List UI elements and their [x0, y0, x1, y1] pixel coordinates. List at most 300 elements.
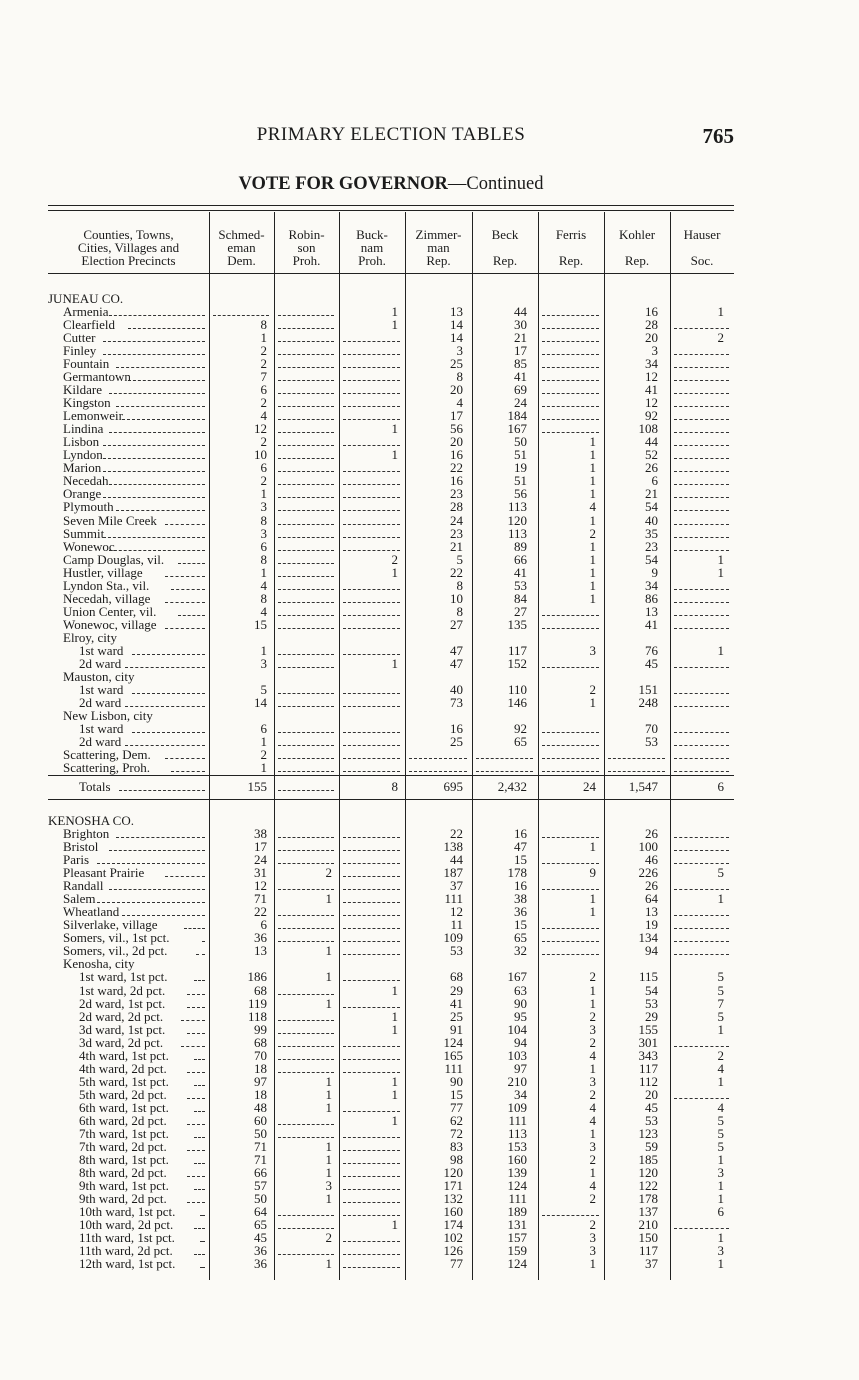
- vote-zimmerman: 102: [443, 1230, 463, 1246]
- column-header-line: Election Precincts: [81, 253, 176, 268]
- precinct-name: 12th ward, 1st pct.: [79, 1256, 176, 1272]
- empty-cell-dashes: [674, 693, 729, 694]
- vote-kohler: 248: [638, 694, 658, 710]
- vote-zimmerman: 5: [456, 551, 463, 567]
- empty-cell-dashes: [278, 732, 334, 733]
- vote-beck: 85: [514, 356, 527, 372]
- vote-schmedeman: 8: [260, 512, 267, 528]
- empty-cell-dashes: [343, 628, 400, 629]
- vote-schmedeman: 71: [254, 1151, 267, 1167]
- vote-ferris: 1: [589, 891, 596, 907]
- vote-zimmerman: 98: [450, 1151, 463, 1167]
- empty-cell-dashes: [674, 771, 729, 772]
- vote-schmedeman: 68: [254, 1034, 267, 1050]
- empty-cell-dashes: [278, 445, 334, 446]
- empty-cell-dashes: [674, 602, 729, 603]
- vote-schmedeman: 1: [260, 330, 267, 346]
- vote-kohler: 54: [645, 499, 658, 515]
- empty-cell-dashes: [278, 406, 334, 407]
- leader-dashes: [103, 445, 205, 446]
- vote-kohler: 155: [638, 1021, 658, 1037]
- vote-ferris: 2: [589, 1086, 596, 1102]
- leader-dashes: [103, 354, 205, 355]
- vote-hauser: 1: [717, 1073, 724, 1089]
- precinct-name: Lyndon: [63, 447, 103, 463]
- vote-beck: 104: [507, 1021, 527, 1037]
- empty-cell-dashes: [409, 758, 467, 759]
- leader-dashes: [194, 1189, 205, 1190]
- vote-beck: 146: [507, 694, 527, 710]
- empty-cell-dashes: [343, 406, 400, 407]
- vote-robinson: 1: [325, 995, 332, 1011]
- vote-schmedeman: 6: [260, 382, 267, 398]
- column-header-line: Counties, Towns,: [83, 227, 174, 242]
- precinct-name: 8th ward, 1st pct.: [79, 1151, 169, 1167]
- vote-beck: 110: [507, 681, 527, 697]
- vote-beck: 56: [514, 486, 527, 502]
- vote-robinson: 1: [325, 1164, 332, 1180]
- empty-cell-dashes: [542, 1215, 599, 1216]
- vote-zimmerman: 25: [450, 356, 463, 372]
- empty-cell-dashes: [476, 771, 533, 772]
- vote-zimmerman: 8: [456, 369, 463, 385]
- column-header-line: Proh.: [358, 253, 386, 268]
- vote-kohler: 86: [645, 590, 658, 606]
- empty-cell-dashes: [674, 1098, 729, 1099]
- vote-kohler: 115: [638, 969, 658, 985]
- vote-zimmerman: 187: [443, 865, 463, 881]
- vote-beck: 38: [514, 891, 527, 907]
- vote-schmedeman: 18: [254, 1060, 267, 1076]
- vote-hauser: 4: [717, 1099, 724, 1115]
- vote-kohler: 137: [638, 1204, 658, 1219]
- empty-cell-dashes: [674, 550, 729, 551]
- column-header-line: son: [297, 240, 316, 255]
- empty-cell-dashes: [542, 745, 599, 746]
- empty-cell-dashes: [674, 628, 729, 629]
- vote-hauser: 5: [717, 865, 724, 881]
- vote-schmedeman: 186: [247, 969, 267, 985]
- column-header-line: nam: [360, 240, 384, 255]
- empty-cell-dashes: [278, 1215, 334, 1216]
- vote-hauser: 1: [717, 642, 724, 658]
- leader-dashes: [119, 790, 205, 791]
- vote-zimmerman: 25: [450, 1008, 463, 1024]
- vote-schmedeman: 50: [254, 1125, 267, 1141]
- vote-ferris: 1: [589, 839, 596, 855]
- empty-cell-dashes: [278, 928, 334, 929]
- precinct-name: Salem: [63, 891, 96, 907]
- empty-cell-dashes: [343, 1163, 400, 1164]
- page-header: [48, 124, 734, 154]
- vote-schmedeman: 2: [260, 473, 267, 489]
- county-heading: KENOSHA CO.: [48, 813, 134, 829]
- empty-cell-dashes: [343, 693, 400, 694]
- vote-beck: 17: [514, 343, 527, 359]
- column-header-line: Rep.: [558, 253, 584, 268]
- empty-cell-dashes: [278, 1137, 334, 1138]
- vote-beck: 113: [507, 499, 527, 515]
- vote-bucknam: 1: [391, 655, 398, 671]
- vote-kohler: 100: [638, 839, 658, 855]
- empty-cell-dashes: [343, 771, 400, 772]
- leader-dashes: [116, 367, 205, 368]
- empty-cell-dashes: [278, 1228, 334, 1229]
- vote-bucknam: 1: [391, 564, 398, 580]
- vote-ferris: 1: [589, 564, 596, 580]
- empty-cell-dashes: [343, 602, 400, 603]
- empty-cell-dashes: [278, 628, 334, 629]
- precinct-name: 9th ward, 2d pct.: [79, 1190, 167, 1206]
- precinct-name: Wheatland: [63, 904, 120, 920]
- vote-ferris: 3: [589, 1138, 596, 1154]
- vote-kohler: 28: [645, 317, 658, 333]
- vote-beck: 157: [507, 1230, 527, 1246]
- precinct-name: 3d ward, 2d pct.: [79, 1034, 164, 1050]
- vote-schmedeman: 70: [254, 1047, 267, 1063]
- empty-cell-dashes: [343, 1150, 400, 1151]
- vote-beck: 111: [508, 1112, 527, 1128]
- vote-schmedeman: 57: [254, 1177, 267, 1193]
- empty-cell-dashes: [608, 758, 665, 759]
- leader-dashes: [103, 341, 205, 342]
- column-header-schmedeman: [209, 228, 274, 267]
- leader-dashes: [103, 471, 205, 472]
- vote-schmedeman: 14: [254, 694, 267, 710]
- vote-ferris: 1: [589, 486, 596, 502]
- vote-kohler: 20: [645, 1086, 658, 1102]
- empty-cell-dashes: [278, 328, 334, 329]
- column-divider: [472, 212, 473, 1280]
- vote-zimmerman: 47: [450, 642, 463, 658]
- leader-dashes: [116, 406, 205, 407]
- vote-robinson: 1: [325, 969, 332, 985]
- vote-beck: 159: [507, 1243, 527, 1259]
- vote-beck: 36: [514, 904, 527, 920]
- precinct-name: Brighton: [63, 826, 110, 842]
- leader-dashes: [125, 706, 205, 707]
- table-top-rule-inner: [48, 210, 734, 211]
- vote-beck: 113: [507, 1125, 527, 1141]
- vote-zimmerman: 124: [443, 1034, 463, 1050]
- leader-dashes: [171, 771, 205, 772]
- vote-schmedeman: 15: [254, 616, 267, 632]
- empty-cell-dashes: [674, 432, 729, 433]
- empty-cell-dashes: [674, 863, 729, 864]
- vote-beck: 51: [514, 473, 527, 489]
- vote-schmedeman: 118: [247, 1008, 267, 1024]
- vote-zimmerman: 138: [443, 839, 463, 855]
- empty-cell-dashes: [542, 367, 599, 368]
- column-header-line: man: [427, 240, 450, 255]
- empty-cell-dashes: [674, 589, 729, 590]
- empty-cell-dashes: [278, 745, 334, 746]
- empty-cell-dashes: [278, 315, 334, 316]
- column-header-line: Schmed-: [218, 227, 265, 242]
- empty-cell-dashes: [674, 380, 729, 381]
- empty-cell-dashes: [542, 889, 599, 890]
- empty-cell-dashes: [213, 315, 269, 316]
- empty-cell-dashes: [542, 406, 599, 407]
- vote-robinson: 1: [325, 1099, 332, 1115]
- empty-cell-dashes: [278, 354, 334, 355]
- column-divider: [209, 212, 210, 1280]
- vote-kohler: 76: [645, 642, 658, 658]
- vote-bucknam: 1: [391, 1073, 398, 1089]
- vote-beck: 41: [514, 369, 527, 385]
- precinct-name: Summit: [63, 525, 105, 541]
- vote-ferris: 4: [589, 1177, 596, 1193]
- vote-hauser: 4: [717, 1060, 724, 1076]
- precinct-name: Lyndon Sta., vil.: [63, 577, 150, 593]
- empty-cell-dashes: [278, 537, 334, 538]
- vote-schmedeman: 8: [260, 590, 267, 606]
- vote-schmedeman: 2: [260, 395, 267, 411]
- vote-ferris: 1: [589, 1060, 596, 1076]
- column-header-line: Soc.: [690, 253, 714, 268]
- empty-cell-dashes: [542, 771, 599, 772]
- vote-bucknam: 1: [391, 1112, 398, 1128]
- empty-cell-dashes: [476, 758, 533, 759]
- vote-schmedeman: 12: [254, 878, 267, 894]
- empty-cell-dashes: [278, 550, 334, 551]
- vote-hauser: 1: [717, 564, 724, 580]
- vote-beck: 32: [514, 943, 527, 959]
- vote-hauser: 1: [717, 304, 724, 320]
- vote-zimmerman: 12: [450, 904, 463, 920]
- vote-zimmerman: 73: [450, 694, 463, 710]
- vote-beck: 19: [514, 460, 527, 476]
- precinct-name: Orange: [63, 486, 102, 502]
- leader-dashes: [187, 1007, 205, 1008]
- vote-zimmerman: 111: [444, 891, 463, 907]
- leader-dashes: [116, 837, 205, 838]
- empty-cell-dashes: [674, 837, 729, 838]
- leader-dashes: [171, 589, 205, 590]
- precinct-name: Somers, vil., 1st pct.: [63, 930, 170, 946]
- empty-cell-dashes: [674, 510, 729, 511]
- column-header-beck: [472, 228, 538, 267]
- vote-schmedeman: 2: [260, 343, 267, 359]
- precinct-name: 2d ward: [79, 655, 122, 671]
- vote-robinson: 1: [325, 943, 332, 959]
- precinct-name: Bristol: [63, 839, 99, 855]
- precinct-name: Lindina: [63, 421, 104, 437]
- vote-beck: 65: [514, 734, 527, 750]
- vote-zimmerman: 109: [443, 930, 463, 946]
- vote-zimmerman: 25: [450, 734, 463, 750]
- leader-dashes: [165, 876, 205, 877]
- empty-cell-dashes: [343, 758, 400, 759]
- vote-beck: 44: [514, 304, 527, 320]
- vote-schmedeman: 12: [254, 421, 267, 437]
- empty-cell-dashes: [343, 510, 400, 511]
- vote-zimmerman: 40: [450, 681, 463, 697]
- vote-beck: 153: [507, 1138, 527, 1154]
- empty-cell-dashes: [278, 458, 334, 459]
- vote-schmedeman: 71: [254, 891, 267, 907]
- empty-cell-dashes: [343, 615, 400, 616]
- vote-ferris: 4: [589, 1112, 596, 1128]
- vote-schmedeman: 2: [260, 434, 267, 450]
- vote-beck: 63: [514, 982, 527, 998]
- vote-zimmerman: 77: [450, 1256, 463, 1272]
- empty-cell-dashes: [343, 902, 400, 903]
- vote-beck: 109: [507, 1099, 527, 1115]
- vote-ferris: 1: [589, 538, 596, 554]
- leader-dashes: [165, 524, 205, 525]
- leader-dashes: [132, 693, 205, 694]
- vote-kohler: 13: [645, 603, 658, 619]
- empty-cell-dashes: [674, 928, 729, 929]
- precinct-name: Scattering, Proh.: [63, 760, 151, 776]
- vote-robinson: 2: [325, 1230, 332, 1246]
- empty-cell-dashes: [409, 771, 467, 772]
- empty-cell-dashes: [278, 432, 334, 433]
- vote-kohler: 41: [645, 382, 658, 398]
- precinct-name: 1st ward: [79, 720, 124, 736]
- vote-schmedeman: 36: [254, 1256, 267, 1272]
- precinct-name: Necedah, village: [63, 590, 151, 606]
- precinct-name: Camp Douglas, vil.: [63, 551, 165, 567]
- precinct-name: 2d ward, 2d pct.: [79, 1008, 164, 1024]
- leader-dashes: [109, 315, 205, 316]
- empty-cell-dashes: [674, 758, 729, 759]
- precinct-name: 5th ward, 1st pct.: [79, 1073, 169, 1089]
- empty-cell-dashes: [674, 941, 729, 942]
- precinct-name: Armenia: [63, 304, 109, 320]
- empty-cell-dashes: [343, 928, 400, 929]
- empty-cell-dashes: [542, 315, 599, 316]
- vote-ferris: 3: [589, 642, 596, 658]
- empty-cell-dashes: [278, 1020, 334, 1021]
- vote-kohler: 41: [645, 616, 658, 632]
- leader-dashes: [187, 1176, 205, 1177]
- precinct-name: 3d ward, 1st pct.: [79, 1021, 166, 1037]
- empty-cell-dashes: [542, 341, 599, 342]
- vote-schmedeman: 6: [260, 538, 267, 554]
- vote-kohler: 94: [645, 943, 658, 959]
- empty-cell-dashes: [674, 537, 729, 538]
- vote-beck: 16: [514, 826, 527, 842]
- empty-cell-dashes: [343, 589, 400, 590]
- vote-kohler: 9: [651, 564, 658, 580]
- empty-cell-dashes: [542, 837, 599, 838]
- vote-schmedeman: 3: [260, 499, 267, 515]
- column-header-line: Zimmer-: [415, 227, 462, 242]
- vote-zimmerman: 44: [450, 852, 463, 868]
- empty-cell-dashes: [674, 1228, 729, 1229]
- column-header-ferris: [538, 228, 604, 267]
- vote-schmedeman: 2: [260, 356, 267, 372]
- vote-bucknam: 1: [391, 421, 398, 437]
- vote-ferris: 1: [589, 447, 596, 463]
- empty-cell-dashes: [278, 758, 334, 759]
- vote-kohler: 19: [645, 917, 658, 933]
- vote-beck: 51: [514, 447, 527, 463]
- precinct-name: 7th ward, 1st pct.: [79, 1125, 169, 1141]
- vote-beck: 113: [507, 525, 527, 541]
- leader-dashes: [181, 1046, 205, 1047]
- vote-zimmerman: 37: [450, 878, 463, 894]
- vote-kohler: 53: [645, 1112, 658, 1128]
- vote-kohler: 108: [638, 421, 658, 437]
- precinct-name: 5th ward, 2d pct.: [79, 1086, 167, 1102]
- vote-ferris: 4: [589, 1099, 596, 1115]
- empty-cell-dashes: [343, 1254, 400, 1255]
- vote-beck: 124: [507, 1177, 527, 1193]
- empty-cell-dashes: [542, 354, 599, 355]
- vote-kohler: 52: [645, 447, 658, 463]
- vote-beck: 90: [514, 995, 527, 1011]
- vote-kohler: 44: [645, 434, 658, 450]
- precinct-name: Mauston, city: [63, 668, 135, 684]
- vote-kohler: 34: [645, 577, 658, 593]
- vote-kohler: 151: [638, 681, 658, 697]
- empty-cell-dashes: [542, 758, 599, 759]
- empty-cell-dashes: [278, 850, 334, 851]
- vote-beck: 2,432: [497, 779, 527, 795]
- column-header-line: eman: [227, 240, 256, 255]
- vote-robinson: 1: [325, 1086, 332, 1102]
- vote-ferris: 1: [589, 590, 596, 606]
- vote-beck: 124: [507, 1256, 527, 1272]
- empty-cell-dashes: [278, 524, 334, 525]
- empty-cell-dashes: [278, 994, 334, 995]
- precinct-name: Kingston: [63, 395, 111, 411]
- vote-zimmerman: 695: [443, 779, 463, 795]
- vote-schmedeman: 18: [254, 1086, 267, 1102]
- vote-zimmerman: 17: [450, 408, 463, 424]
- empty-cell-dashes: [278, 393, 334, 394]
- column-header-line: Hauser: [683, 227, 721, 242]
- vote-ferris: 3: [589, 1073, 596, 1089]
- precinct-name: Elroy, city: [63, 629, 118, 645]
- vote-schmedeman: 155: [247, 779, 267, 795]
- leader-dashes: [194, 980, 205, 981]
- vote-beck: 135: [507, 616, 527, 632]
- vote-ferris: 2: [589, 1034, 596, 1050]
- vote-kohler: 54: [645, 982, 658, 998]
- empty-cell-dashes: [674, 889, 729, 890]
- column-header-line: Beck: [491, 227, 519, 242]
- vote-hauser: 5: [717, 1138, 724, 1154]
- empty-cell-dashes: [343, 1189, 400, 1190]
- leader-dashes: [109, 889, 205, 890]
- vote-kohler: 117: [638, 1243, 658, 1259]
- vote-beck: 21: [514, 330, 527, 346]
- table-title-main: VOTE FOR GOVERNOR: [238, 174, 448, 194]
- leader-dashes: [109, 393, 205, 394]
- leader-dashes: [132, 732, 205, 733]
- empty-cell-dashes: [343, 863, 400, 864]
- vote-ferris: 2: [589, 1008, 596, 1024]
- vote-zimmerman: 27: [450, 616, 463, 632]
- vote-schmedeman: 1: [260, 760, 267, 776]
- leader-dashes: [181, 1020, 205, 1021]
- empty-cell-dashes: [343, 1111, 400, 1112]
- vote-beck: 30: [514, 317, 527, 333]
- vote-beck: 184: [507, 408, 527, 424]
- leader-dashes: [187, 1072, 205, 1073]
- leader-dashes: [194, 1137, 205, 1138]
- vote-schmedeman: 60: [254, 1112, 267, 1128]
- vote-beck: 47: [514, 839, 527, 855]
- vote-schmedeman: 48: [254, 1099, 267, 1115]
- empty-cell-dashes: [343, 1202, 400, 1203]
- vote-zimmerman: 21: [450, 538, 463, 554]
- empty-cell-dashes: [278, 1033, 334, 1034]
